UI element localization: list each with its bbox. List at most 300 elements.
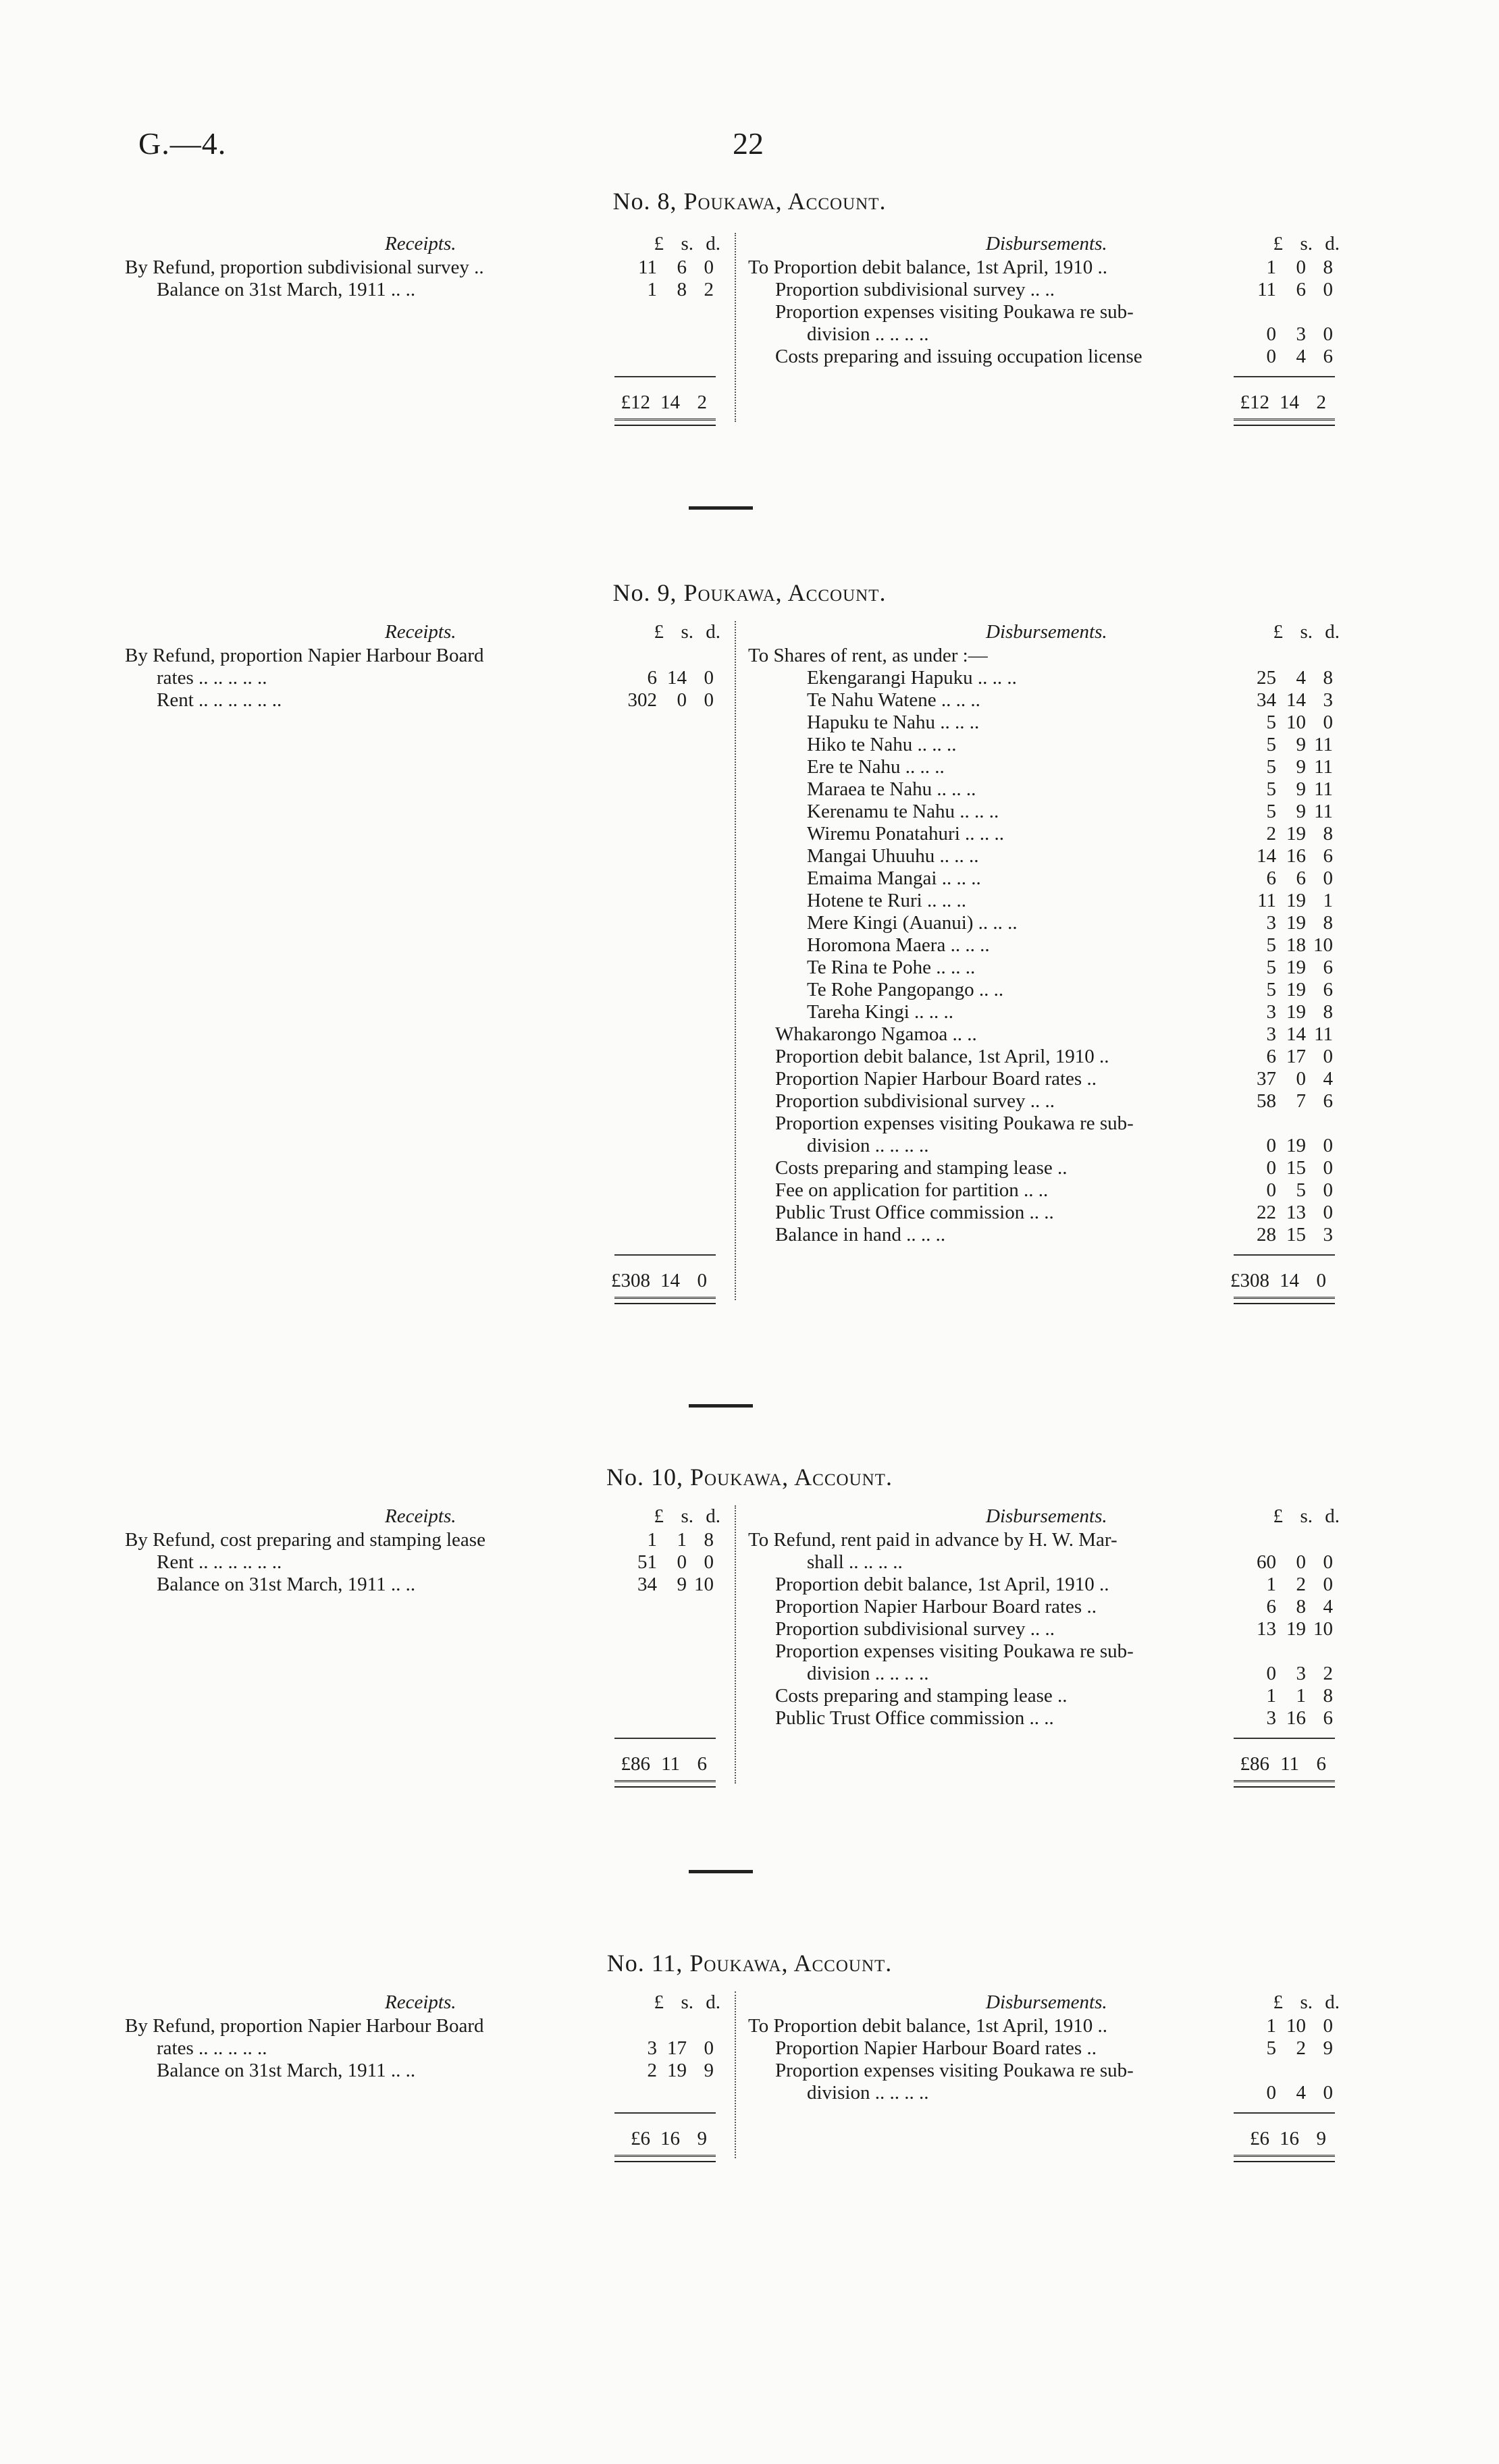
- disbursement-amount-pounds: 6: [1266, 1046, 1276, 1067]
- receipt-amount-pence: 0: [704, 257, 714, 278]
- receipts-currency-header-pence: d.: [706, 1991, 720, 2013]
- receipt-line: By Refund, proportion subdivisional survey ..: [125, 257, 484, 278]
- disbursement-amount: [1230, 734, 1333, 756]
- disbursements-heading: Disbursements.: [986, 233, 1107, 255]
- disb-currency-header: [1237, 1505, 1340, 1528]
- disbursement-amount-pounds: 1: [1266, 2015, 1276, 2037]
- disbursement-line: Proportion Napier Harbour Board rates ..: [775, 1068, 1097, 1090]
- receipt-amount-shillings: 14: [667, 667, 687, 689]
- disbursement-amount-shillings: 0: [1296, 1068, 1306, 1090]
- disbursement-amount: [1230, 957, 1333, 979]
- disbursement-line: Ekengarangi Hapuku .. .. ..: [807, 667, 1017, 689]
- disbursement-amount-pence: 6: [1323, 845, 1333, 867]
- disbursement-amount-shillings: 19: [1286, 912, 1306, 934]
- receipt-amount-pence: 0: [704, 1551, 714, 1573]
- disbursement-amount: [1230, 1618, 1333, 1640]
- disb-currency-header-pounds: £: [1273, 233, 1283, 255]
- disbursement-line: To Proportion debit balance, 1st April, 1910 ..: [748, 2015, 1107, 2037]
- receipt-amount-shillings: 0: [677, 689, 687, 711]
- disbursement-amount: [1230, 2082, 1333, 2104]
- page-reference: G.—4.: [138, 126, 227, 161]
- disbursement-amount: [1230, 1157, 1333, 1179]
- disbursement-line: Costs preparing and issuing occupation license: [775, 346, 1142, 367]
- disbursement-amount-pounds: 5: [1266, 712, 1276, 733]
- disbursement-amount: [1230, 1224, 1333, 1246]
- account-number: No. 9,: [612, 579, 677, 606]
- total-double-rule: [1234, 419, 1335, 426]
- disbursement-line: Tareha Kingi .. .. ..: [807, 1001, 954, 1023]
- disbursement-amount-pounds: 5: [1266, 734, 1276, 755]
- disbursements-total-pence: 2: [1316, 392, 1326, 413]
- receipts-total-pence: 2: [697, 392, 707, 413]
- disbursement-amount: [1230, 979, 1333, 1001]
- disbursement-amount-shillings: 14: [1286, 689, 1306, 711]
- disbursement-amount-pence: 4: [1323, 1596, 1333, 1617]
- receipt-amount-pounds: 1: [647, 1529, 657, 1551]
- disbursement-line: Proportion subdivisional survey .. ..: [775, 1090, 1055, 1112]
- disbursements-heading: Disbursements.: [986, 621, 1107, 643]
- receipt-amount-pence: 0: [704, 667, 714, 689]
- disbursement-line: Mangai Uhuuhu .. .. ..: [807, 845, 979, 867]
- receipts-currency-header-shillings: s.: [681, 233, 693, 255]
- disbursement-line: division .. .. .. ..: [807, 2082, 929, 2104]
- disbursement-amount-shillings: 19: [1286, 1618, 1306, 1640]
- disbursement-amount-pence: 0: [1323, 1202, 1333, 1223]
- disbursement-amount: [1230, 756, 1333, 778]
- disbursement-amount-pounds: 58: [1257, 1090, 1276, 1112]
- receipts-total-shillings: 14: [660, 1270, 680, 1291]
- receipt-amount: [611, 279, 714, 301]
- receipt-amount-shillings: 19: [667, 2060, 687, 2081]
- receipts-currency-header: [618, 621, 720, 643]
- disbursement-amount-shillings: 10: [1286, 2015, 1306, 2037]
- disbursement-amount-pence: 0: [1323, 323, 1333, 345]
- receipts-heading: Receipts.: [385, 1991, 456, 2013]
- disbursement-amount-pence: 0: [1323, 1574, 1333, 1595]
- disbursement-line: shall .. .. .. ..: [807, 1551, 903, 1573]
- disbursement-line: Emaima Mangai .. .. ..: [807, 867, 981, 889]
- disbursements-total-pounds: £86: [1240, 1753, 1269, 1775]
- disbursement-amount-shillings: 13: [1286, 1202, 1306, 1223]
- receipts-currency-header: [618, 1991, 720, 2014]
- sum-rule: [1234, 1738, 1335, 1739]
- disbursement-amount-shillings: 17: [1286, 1046, 1306, 1067]
- receipts-currency-header-shillings: s.: [681, 1505, 693, 1527]
- disbursement-line: Fee on application for partition .. ..: [775, 1179, 1049, 1201]
- disbursement-amount: [1230, 1135, 1333, 1157]
- receipt-amount-pounds: 11: [638, 257, 657, 278]
- disbursement-line: Horomona Maera .. .. ..: [807, 934, 990, 956]
- disbursement-amount: [1230, 2015, 1333, 2037]
- disbursement-amount: [1230, 1707, 1333, 1730]
- receipt-amount-pence: 0: [704, 2037, 714, 2059]
- disbursement-amount: [1230, 1202, 1333, 1224]
- disbursement-line: To Refund, rent paid in advance by H. W. Mar-: [748, 1529, 1117, 1551]
- disbursement-amount-shillings: 4: [1296, 2082, 1306, 2104]
- receipt-line: By Refund, proportion Napier Harbour Board: [125, 2015, 484, 2037]
- disbursement-amount-shillings: 9: [1296, 756, 1306, 778]
- receipt-line: By Refund, cost preparing and stamping lease: [125, 1529, 485, 1551]
- account-title: [0, 1952, 1499, 1975]
- disbursement-amount: [1230, 1001, 1333, 1023]
- receipts-currency-header-pounds: £: [654, 1505, 664, 1527]
- disbursement-amount-pence: 0: [1323, 2015, 1333, 2037]
- disbursement-amount-pounds: 34: [1257, 689, 1276, 711]
- disb-currency-header-pence: d.: [1325, 1991, 1340, 2013]
- disbursement-amount-shillings: 10: [1286, 712, 1306, 733]
- disbursement-amount: [1230, 1090, 1333, 1113]
- disbursement-line: Whakarongo Ngamoa .. ..: [775, 1023, 977, 1045]
- section-separator: [689, 1870, 753, 1873]
- disbursement-amount-shillings: 9: [1296, 801, 1306, 822]
- disbursement-amount-shillings: 19: [1286, 890, 1306, 911]
- receipt-amount-shillings: 8: [677, 279, 687, 300]
- disbursement-amount-pence: 6: [1323, 957, 1333, 978]
- disbursement-amount-pounds: 3: [1266, 1001, 1276, 1023]
- receipt-line: Rent .. .. .. .. .. ..: [157, 1551, 282, 1573]
- disbursement-amount: [1230, 689, 1333, 712]
- receipts-currency-header-pence: d.: [706, 621, 720, 643]
- disbursement-amount-pounds: 5: [1266, 957, 1276, 978]
- disbursement-line: Mere Kingi (Auanui) .. .. ..: [807, 912, 1018, 934]
- sum-rule: [1234, 1254, 1335, 1256]
- account-title: [0, 579, 1499, 606]
- disbursement-amount-pounds: 0: [1266, 323, 1276, 345]
- receipts-total: [604, 2128, 707, 2150]
- disbursement-amount-shillings: 9: [1296, 778, 1306, 800]
- receipts-currency-header: [618, 233, 720, 255]
- disbursement-amount-pence: 0: [1323, 1157, 1333, 1179]
- disbursement-line: Maraea te Nahu .. .. ..: [807, 778, 976, 800]
- receipt-amount: [611, 2060, 714, 2082]
- disbursement-amount-pence: 6: [1323, 1090, 1333, 1112]
- receipts-currency-header-pounds: £: [654, 233, 664, 255]
- disbursement-amount-shillings: 19: [1286, 979, 1306, 1000]
- account-name: Poukawa, Account.: [690, 1464, 893, 1491]
- receipts-heading: Receipts.: [385, 621, 456, 643]
- disbursement-amount-pounds: 14: [1257, 845, 1276, 867]
- disbursement-amount-pounds: 11: [1257, 279, 1276, 300]
- disbursement-amount-pence: 8: [1323, 912, 1333, 934]
- disbursement-amount-pounds: 0: [1266, 2082, 1276, 2104]
- receipts-currency-header: [618, 1505, 720, 1528]
- disbursement-line: Proportion expenses visiting Poukawa re sub-: [775, 2060, 1134, 2081]
- disbursement-amount: [1230, 1685, 1333, 1707]
- column-divider: [735, 233, 736, 422]
- disbursement-line: division .. .. .. ..: [807, 323, 929, 345]
- disbursement-amount-pence: 3: [1323, 689, 1333, 711]
- disbursement-amount-pounds: 5: [1266, 934, 1276, 956]
- disbursement-amount-pence: 10: [1313, 1618, 1333, 1640]
- disbursement-amount-pence: 8: [1323, 667, 1333, 689]
- disbursement-amount-pounds: 3: [1266, 1023, 1276, 1045]
- receipt-line: rates .. .. .. .. ..: [157, 2037, 267, 2059]
- receipt-line: Balance on 31st March, 1911 .. ..: [157, 1574, 416, 1595]
- sum-rule: [614, 1738, 716, 1739]
- disbursements-total-pounds: £308: [1230, 1270, 1269, 1291]
- disbursement-line: Proportion Napier Harbour Board rates ..: [775, 1596, 1097, 1617]
- disbursement-amount-pounds: 13: [1257, 1618, 1276, 1640]
- disbursement-amount-pence: 11: [1314, 734, 1333, 755]
- disbursement-line: Proportion expenses visiting Poukawa re sub-: [775, 301, 1134, 323]
- disbursement-amount-pounds: 0: [1266, 1157, 1276, 1179]
- disbursement-amount-pence: 10: [1313, 934, 1333, 956]
- receipt-amount: [611, 1529, 714, 1551]
- disbursement-amount-pounds: 37: [1257, 1068, 1276, 1090]
- disbursement-line: Te Rohe Pangopango .. ..: [807, 979, 1004, 1000]
- disbursement-line: Kerenamu te Nahu .. .. ..: [807, 801, 999, 822]
- disbursement-line: Costs preparing and stamping lease ..: [775, 1157, 1068, 1179]
- account-number: No. 8,: [612, 188, 677, 215]
- disb-currency-header: [1237, 1991, 1340, 2014]
- receipt-amount: [611, 689, 714, 712]
- sum-rule: [614, 1254, 716, 1256]
- receipt-amount: [611, 667, 714, 689]
- disbursement-amount-pence: 11: [1314, 756, 1333, 778]
- disbursements-total-pounds: £12: [1240, 392, 1269, 413]
- total-double-rule: [1234, 1297, 1335, 1304]
- disbursement-amount-pounds: 6: [1266, 867, 1276, 889]
- disbursements-total-pence: 0: [1316, 1270, 1326, 1291]
- disbursement-amount: [1230, 1596, 1333, 1618]
- disb-currency-header-shillings: s.: [1300, 233, 1313, 255]
- receipt-amount-pounds: 1: [647, 279, 657, 300]
- disbursement-line: Proportion expenses visiting Poukawa re sub-: [775, 1640, 1134, 1662]
- disbursement-amount-shillings: 5: [1296, 1179, 1306, 1201]
- disbursement-amount-shillings: 6: [1296, 867, 1306, 889]
- disbursement-amount-shillings: 8: [1296, 1596, 1306, 1617]
- disbursement-amount-shillings: 16: [1286, 1707, 1306, 1729]
- receipt-amount: [611, 257, 714, 279]
- disbursement-amount: [1230, 323, 1333, 346]
- receipt-amount-shillings: 6: [677, 257, 687, 278]
- sum-rule: [1234, 376, 1335, 377]
- disbursement-line: Hapuku te Nahu .. .. ..: [807, 712, 980, 733]
- disbursement-amount: [1230, 1551, 1333, 1574]
- disb-currency-header-shillings: s.: [1300, 1991, 1313, 2013]
- disbursement-amount: [1230, 279, 1333, 301]
- disbursements-total-shillings: 16: [1280, 2128, 1299, 2149]
- disbursement-amount-pence: 6: [1323, 1707, 1333, 1729]
- disbursement-line: Proportion subdivisional survey .. ..: [775, 1618, 1055, 1640]
- disbursement-amount-pence: 11: [1314, 778, 1333, 800]
- account-title: [0, 1466, 1499, 1489]
- account-name: Poukawa, Account.: [683, 188, 887, 215]
- receipt-amount-pounds: 3: [647, 2037, 657, 2059]
- disbursement-amount-shillings: 19: [1286, 823, 1306, 845]
- sum-rule: [1234, 2112, 1335, 2114]
- disbursement-amount-pounds: 0: [1266, 1179, 1276, 1201]
- receipt-amount: [611, 2037, 714, 2060]
- disbursement-amount-pence: 8: [1323, 1685, 1333, 1707]
- sum-rule: [614, 2112, 716, 2114]
- disbursement-amount-shillings: 19: [1286, 1001, 1306, 1023]
- disbursement-amount-shillings: 4: [1296, 346, 1306, 367]
- disbursement-amount-pounds: 28: [1257, 1224, 1276, 1246]
- page-number: 22: [733, 126, 764, 161]
- disbursement-amount-shillings: 19: [1286, 1135, 1306, 1156]
- receipts-total: [604, 392, 707, 414]
- receipt-amount-pounds: 302: [627, 689, 657, 711]
- disbursement-amount-pence: 9: [1323, 2037, 1333, 2059]
- receipt-line: Balance on 31st March, 1911 .. ..: [157, 279, 416, 300]
- disbursements-total: [1224, 2128, 1326, 2150]
- receipt-amount-shillings: 1: [677, 1529, 687, 1551]
- total-double-rule: [1234, 1780, 1335, 1788]
- disbursements-total: [1224, 1270, 1326, 1292]
- disbursement-amount-shillings: 7: [1296, 1090, 1306, 1112]
- disbursement-line: Te Rina te Pohe .. .. ..: [807, 957, 976, 978]
- disbursement-amount-pence: 0: [1323, 279, 1333, 300]
- disbursement-amount-shillings: 6: [1296, 279, 1306, 300]
- total-double-rule: [614, 1780, 716, 1788]
- disb-currency-header-pounds: £: [1273, 1505, 1283, 1527]
- disbursement-amount: [1230, 1023, 1333, 1046]
- receipts-total-shillings: 16: [660, 2128, 680, 2149]
- disbursement-amount-pence: 0: [1323, 1551, 1333, 1573]
- receipts-currency-header-shillings: s.: [681, 621, 693, 643]
- receipts-heading: Receipts.: [385, 1505, 456, 1527]
- disbursement-amount-shillings: 19: [1286, 957, 1306, 978]
- disbursements-total: [1224, 1753, 1326, 1775]
- disbursement-amount-pence: 0: [1323, 712, 1333, 733]
- receipt-line: By Refund, proportion Napier Harbour Board: [125, 645, 484, 666]
- disbursement-amount-pounds: 60: [1257, 1551, 1276, 1573]
- disbursement-amount-shillings: 2: [1296, 1574, 1306, 1595]
- total-double-rule: [614, 419, 716, 426]
- disbursement-amount: [1230, 712, 1333, 734]
- disb-currency-header-shillings: s.: [1300, 621, 1313, 643]
- disbursement-amount: [1230, 934, 1333, 957]
- disbursement-amount: [1230, 1574, 1333, 1596]
- disbursement-amount-pounds: 0: [1266, 1135, 1276, 1156]
- disbursement-amount-pounds: 25: [1257, 667, 1276, 689]
- disbursement-amount-pence: 4: [1323, 1068, 1333, 1090]
- disbursement-amount-pounds: 5: [1266, 979, 1276, 1000]
- disbursements-heading: Disbursements.: [986, 1991, 1107, 2013]
- receipts-total-pence: 6: [697, 1753, 707, 1775]
- disbursement-amount-shillings: 15: [1286, 1157, 1306, 1179]
- disbursement-amount-pounds: 5: [1266, 2037, 1276, 2059]
- disbursement-line: Proportion Napier Harbour Board rates ..: [775, 2037, 1097, 2059]
- receipt-amount-shillings: 17: [667, 2037, 687, 2059]
- disbursement-line: Ere te Nahu .. .. ..: [807, 756, 945, 778]
- total-double-rule: [614, 2155, 716, 2162]
- receipts-currency-header-pence: d.: [706, 1505, 720, 1527]
- disbursement-line: Proportion debit balance, 1st April, 1910 ..: [775, 1046, 1109, 1067]
- disbursement-amount: [1230, 346, 1333, 368]
- disbursement-line: Wiremu Ponatahuri .. .. ..: [807, 823, 1004, 845]
- disbursement-amount: [1230, 912, 1333, 934]
- disbursement-amount-pence: 6: [1323, 346, 1333, 367]
- disbursements-total-pounds: £6: [1250, 2128, 1269, 2149]
- disbursements-total-pence: 9: [1316, 2128, 1326, 2149]
- disbursements-total-shillings: 14: [1280, 1270, 1299, 1291]
- receipts-total-pence: 0: [697, 1270, 707, 1291]
- receipt-amount-pounds: 2: [647, 2060, 657, 2081]
- receipt-amount: [611, 1574, 714, 1596]
- disbursement-amount-shillings: 14: [1286, 1023, 1306, 1045]
- disbursement-line: Proportion debit balance, 1st April, 1910 ..: [775, 1574, 1109, 1595]
- receipts-currency-header-pounds: £: [654, 621, 664, 643]
- disbursement-amount-pence: 0: [1323, 867, 1333, 889]
- receipts-currency-header-shillings: s.: [681, 1991, 693, 2013]
- disbursement-line: To Proportion debit balance, 1st April, 1910 ..: [748, 257, 1107, 278]
- disbursement-line: division .. .. .. ..: [807, 1135, 929, 1156]
- disbursement-amount: [1230, 2037, 1333, 2060]
- disbursement-amount-pence: 8: [1323, 823, 1333, 845]
- disbursement-amount-pence: 0: [1323, 1046, 1333, 1067]
- receipts-total-shillings: 14: [660, 392, 680, 413]
- disbursement-amount: [1230, 257, 1333, 279]
- disbursement-amount-pence: 8: [1323, 1001, 1333, 1023]
- disbursement-amount-pounds: 22: [1257, 1202, 1276, 1223]
- disbursement-amount: [1230, 867, 1333, 890]
- disbursement-amount-pence: 0: [1323, 1179, 1333, 1201]
- disbursement-line: Proportion subdivisional survey .. ..: [775, 279, 1055, 300]
- disbursement-amount-shillings: 2: [1296, 2037, 1306, 2059]
- disbursement-amount-shillings: 0: [1296, 257, 1306, 278]
- receipt-amount-pounds: 34: [637, 1574, 657, 1595]
- disbursement-amount-pounds: 5: [1266, 801, 1276, 822]
- disbursement-amount-shillings: 3: [1296, 1663, 1306, 1684]
- disb-currency-header-pounds: £: [1273, 1991, 1283, 2013]
- disbursement-amount: [1230, 778, 1333, 801]
- account-number: No. 10,: [606, 1464, 684, 1491]
- disbursement-amount-shillings: 16: [1286, 845, 1306, 867]
- disbursement-amount-pounds: 5: [1266, 756, 1276, 778]
- disbursement-amount-pence: 1: [1323, 890, 1333, 911]
- disbursement-amount-pounds: 0: [1266, 1663, 1276, 1684]
- receipts-currency-header-pence: d.: [706, 233, 720, 255]
- account-number: No. 11,: [606, 1950, 683, 1977]
- disbursement-amount-shillings: 0: [1296, 1551, 1306, 1573]
- disbursement-amount-pounds: 5: [1266, 778, 1276, 800]
- disbursement-amount-pounds: 3: [1266, 912, 1276, 934]
- disbursement-amount-pounds: 3: [1266, 1707, 1276, 1729]
- receipts-total-shillings: 11: [661, 1753, 680, 1775]
- disbursement-amount-shillings: 9: [1296, 734, 1306, 755]
- disbursement-amount-pence: 6: [1323, 979, 1333, 1000]
- receipts-total: [604, 1270, 707, 1292]
- receipt-amount-pounds: 51: [637, 1551, 657, 1573]
- account-name: Poukawa, Account.: [689, 1950, 893, 1977]
- disbursement-amount: [1230, 845, 1333, 867]
- total-double-rule: [614, 1297, 716, 1304]
- disbursement-amount-pence: 2: [1323, 1663, 1333, 1684]
- disbursement-amount: [1230, 1663, 1333, 1685]
- disbursement-amount-shillings: 15: [1286, 1224, 1306, 1246]
- disb-currency-header-pence: d.: [1325, 1505, 1340, 1527]
- disbursement-line: Public Trust Office commission .. ..: [775, 1202, 1054, 1223]
- receipts-heading: Receipts.: [385, 233, 456, 255]
- disbursements-total: [1224, 392, 1326, 414]
- receipt-line: rates .. .. .. .. ..: [157, 667, 267, 689]
- disbursement-amount-pence: 0: [1323, 1135, 1333, 1156]
- receipts-total-pounds: £308: [611, 1270, 650, 1291]
- disbursement-line: Hiko te Nahu .. .. ..: [807, 734, 957, 755]
- receipts-total-pence: 9: [697, 2128, 707, 2149]
- receipt-amount-pence: 2: [704, 279, 714, 300]
- receipt-amount-pence: 8: [704, 1529, 714, 1551]
- disb-currency-header: [1237, 233, 1340, 255]
- disbursements-heading: Disbursements.: [986, 1505, 1107, 1527]
- disbursement-line: Proportion expenses visiting Poukawa re sub-: [775, 1113, 1134, 1134]
- disb-currency-header-shillings: s.: [1300, 1505, 1313, 1527]
- disb-currency-header-pounds: £: [1273, 621, 1283, 643]
- disbursement-line: Te Nahu Watene .. .. ..: [807, 689, 980, 711]
- receipt-amount-shillings: 0: [677, 1551, 687, 1573]
